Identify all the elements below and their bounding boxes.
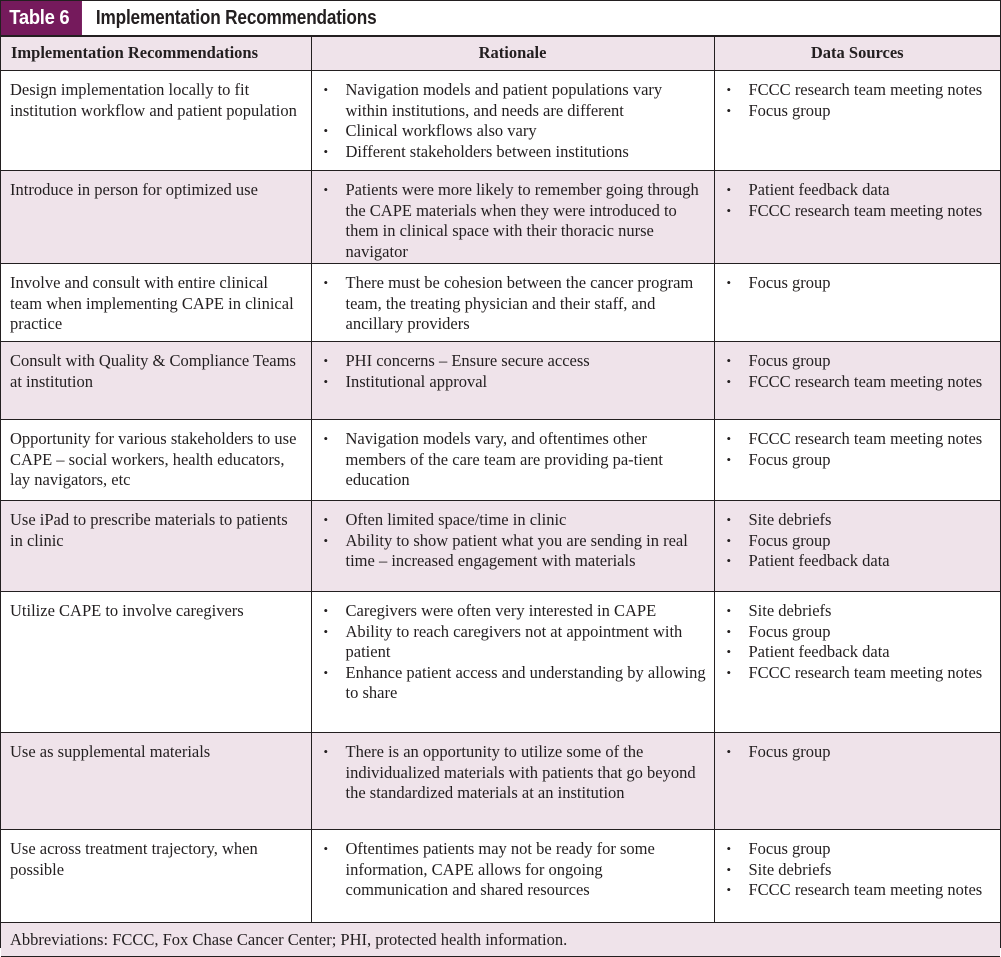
data-sources-cell (714, 171, 1000, 264)
data-sources-cell (714, 501, 1000, 592)
recommendations-table (1, 37, 1000, 957)
rationale-cell (311, 592, 714, 733)
rationale-item-text: PHI concerns – Ensure secure access (345, 351, 590, 370)
rationale-cell (311, 171, 714, 264)
data-source-item-text: Focus group (748, 530, 831, 550)
bullet-icon: • (726, 553, 732, 568)
data-source-item (715, 622, 995, 643)
data-source-item (715, 372, 995, 393)
rationale-cell (311, 342, 714, 420)
rationale-item (312, 372, 708, 393)
rationale-item (312, 351, 708, 372)
rationale-item-text: Ability to reach caregivers not at appointment with patient (345, 621, 683, 661)
recommendation-cell: Design implementation locally to fit institution workflow and patient population (1, 71, 311, 171)
bullet-icon: • (323, 123, 329, 138)
rationale-cell-list (312, 601, 708, 704)
bullet-icon: • (726, 353, 732, 368)
rationale-item (312, 742, 708, 804)
rationale-item-text: Different stakeholders between institutions (345, 141, 629, 161)
rationale-item (312, 510, 708, 531)
rationale-item (312, 273, 708, 335)
rationale-cell (311, 71, 714, 171)
rationale-cell (311, 830, 714, 923)
data-source-item-text: Site debriefs (748, 601, 832, 620)
data-source-item (715, 839, 995, 860)
recommendation-cell: Opportunity for various stakeholders to use CAPE – social workers, health educators, lay navigators, etc (1, 420, 311, 501)
rationale-item (312, 601, 708, 622)
recommendation-cell: Consult with Quality & Compliance Teams at institution (1, 342, 311, 420)
table-title: Implementation Recommendations (95, 6, 377, 29)
rationale-cell-list (312, 429, 708, 491)
data-sources-cell-list (715, 742, 995, 763)
data-source-item-text: Focus group (748, 449, 831, 469)
rationale-cell (311, 264, 714, 342)
data-sources-cell (714, 342, 1000, 420)
rationale-item (312, 531, 708, 572)
data-source-item-text: FCCC research team meeting notes (748, 371, 983, 391)
bullet-icon: • (323, 353, 329, 368)
rationale-item-text: Navigation models and patient populations vary within institutions, and needs are different (345, 80, 663, 120)
rationale-item (312, 142, 708, 163)
table-row (1, 733, 1000, 830)
data-source-item-text: Focus group (748, 273, 831, 292)
header-row (1, 37, 1000, 71)
data-source-item-text: FCCC research team meeting notes (748, 880, 983, 899)
data-sources-cell (714, 733, 1000, 830)
data-source-item (715, 351, 995, 372)
bullet-icon: • (726, 451, 732, 467)
data-source-item (715, 642, 995, 663)
table-row (1, 830, 1000, 923)
bullet-icon: • (726, 532, 732, 548)
rationale-item-text: Patients were more likely to remember going through the CAPE materials when they were introduced to them in clinical space with their thoracic nurse navigator (345, 180, 699, 261)
bullet-icon: • (323, 82, 329, 97)
recommendation-cell: Involve and consult with entire clinical team when implementing CAPE in clinical practice (1, 264, 311, 342)
data-source-item (715, 201, 995, 222)
data-source-item-text: FCCC research team meeting notes (748, 429, 983, 448)
data-sources-cell (714, 420, 1000, 501)
column-header-recommendations: Implementation Recommendations (1, 37, 311, 71)
rationale-item-text: Ability to show patient what you are sending in real time – increased engagement with materials (345, 530, 688, 570)
data-source-item (715, 510, 995, 531)
bullet-icon: • (726, 603, 732, 618)
rationale-item-text: Clinical workflows also vary (345, 121, 537, 140)
recommendation-cell: Use iPad to prescribe materials to patients in clinic (1, 501, 311, 592)
bullet-icon: • (323, 373, 329, 389)
table-title-bar (1, 0, 1000, 37)
rationale-item (312, 121, 708, 142)
bullet-icon: • (726, 841, 732, 856)
table-row (1, 264, 1000, 342)
bullet-icon: • (726, 664, 732, 680)
data-sources-cell-list (715, 429, 995, 470)
rationale-item (312, 180, 708, 262)
data-sources-cell-list (715, 273, 995, 294)
rationale-cell-list (312, 80, 708, 162)
bullet-icon: • (323, 623, 329, 639)
bullet-icon: • (726, 431, 732, 446)
data-source-item (715, 551, 995, 572)
bullet-icon: • (323, 143, 329, 159)
rationale-item-text: There is an opportunity to utilize some of the individualized materials with patients that go beyond the standardized materials at an institution (345, 742, 696, 802)
bullet-icon: • (323, 275, 329, 290)
rationale-item-text: Enhance patient access and understanding by allowing to share (345, 662, 706, 702)
recommendation-cell: Use as supplemental materials (1, 733, 311, 830)
table-row (1, 171, 1000, 264)
table-row (1, 420, 1000, 501)
data-source-item-text: FCCC research team meeting notes (748, 200, 983, 220)
column-header-rationale: Rationale (311, 37, 714, 71)
bullet-icon: • (726, 275, 732, 290)
data-sources-cell (714, 592, 1000, 733)
table-row (1, 342, 1000, 420)
data-sources-cell (714, 830, 1000, 923)
bullet-icon: • (323, 532, 329, 548)
abbreviations-footnote: Abbreviations: FCCC, Fox Chase Cancer Center; PHI, protected health information. (1, 923, 1000, 957)
rationale-cell-list (312, 273, 708, 335)
recommendation-cell: Utilize CAPE to involve caregivers (1, 592, 311, 733)
rationale-cell-list (312, 510, 708, 572)
bullet-icon: • (323, 744, 329, 759)
column-header-data-sources: Data Sources (714, 37, 1000, 71)
bullet-icon: • (726, 882, 732, 897)
table-body (1, 71, 1000, 923)
rationale-cell-list (312, 180, 708, 262)
data-source-item (715, 880, 995, 901)
bullet-icon: • (726, 182, 732, 197)
rationale-item-text: Navigation models vary, and oftentimes other members of the care team are providing pa-tient education (345, 429, 663, 489)
data-source-item (715, 273, 995, 294)
data-source-item (715, 180, 995, 201)
rationale-item-text: Oftentimes patients may not be ready for some information, CAPE allows for ongoing communication and shared resources (345, 839, 655, 899)
data-source-item-text: Focus group (748, 839, 831, 858)
table-number-badge: Table 6 (1, 1, 82, 35)
recommendation-cell: Introduce in person for optimized use (1, 171, 311, 264)
rationale-cell-list (312, 742, 708, 804)
data-source-item-text: FCCC research team meeting notes (748, 80, 983, 99)
data-sources-cell-list (715, 351, 995, 392)
data-sources-cell-list (715, 510, 995, 572)
data-source-item-text: Patient feedback data (748, 551, 890, 570)
rationale-item-text: There must be cohesion between the cancer program team, the treating physician and their staff, and ancillary providers (345, 273, 694, 333)
rationale-cell (311, 501, 714, 592)
rationale-item (312, 839, 708, 901)
rationale-cell (311, 733, 714, 830)
data-source-item (715, 80, 995, 101)
rationale-item-text: Caregivers were often very interested in CAPE (345, 601, 657, 620)
bullet-icon: • (726, 744, 732, 759)
rationale-item-text: Often limited space/time in clinic (345, 510, 567, 529)
data-source-item (715, 531, 995, 552)
table-row (1, 71, 1000, 171)
data-source-item-text: Patient feedback data (748, 642, 890, 661)
table-row (1, 592, 1000, 733)
bullet-icon: • (726, 373, 732, 389)
recommendation-cell: Use across treatment trajectory, when possible (1, 830, 311, 923)
bullet-icon: • (323, 603, 329, 618)
data-sources-cell-list (715, 601, 995, 683)
data-source-item (715, 429, 995, 450)
rationale-item (312, 663, 708, 704)
data-source-item-text: Patient feedback data (748, 180, 890, 199)
data-source-item (715, 742, 995, 763)
rationale-item (312, 429, 708, 491)
data-source-item (715, 860, 995, 881)
bullet-icon: • (323, 182, 329, 197)
bullet-icon: • (323, 841, 329, 856)
data-source-item (715, 450, 995, 471)
bullet-icon: • (726, 202, 732, 218)
footnote-row (1, 923, 1000, 957)
data-source-item (715, 601, 995, 622)
data-source-item (715, 101, 995, 122)
data-source-item-text: Site debriefs (748, 510, 832, 529)
bullet-icon: • (726, 861, 732, 877)
rationale-item-text: Institutional approval (345, 371, 488, 391)
bullet-icon: • (726, 623, 732, 639)
data-source-item-text: Site debriefs (748, 859, 832, 879)
data-sources-cell-list (715, 839, 995, 901)
bullet-icon: • (323, 431, 329, 446)
rationale-cell (311, 420, 714, 501)
rationale-item (312, 80, 708, 121)
data-sources-cell (714, 264, 1000, 342)
rationale-cell-list (312, 351, 708, 392)
data-source-item-text: FCCC research team meeting notes (748, 662, 983, 682)
data-source-item-text: Focus group (748, 621, 831, 641)
rationale-cell-list (312, 839, 708, 901)
data-source-item-text: Focus group (748, 351, 831, 370)
rationale-item (312, 622, 708, 663)
data-sources-cell-list (715, 80, 995, 121)
data-sources-cell-list (715, 180, 995, 221)
data-source-item (715, 663, 995, 684)
table-row (1, 501, 1000, 592)
data-sources-cell (714, 71, 1000, 171)
bullet-icon: • (323, 664, 329, 680)
bullet-icon: • (726, 82, 732, 97)
bullet-icon: • (726, 644, 732, 659)
data-source-item-text: Focus group (748, 100, 831, 120)
bullet-icon: • (726, 102, 732, 118)
data-source-item-text: Focus group (748, 742, 831, 761)
bullet-icon: • (323, 512, 329, 527)
bullet-icon: • (726, 512, 732, 527)
